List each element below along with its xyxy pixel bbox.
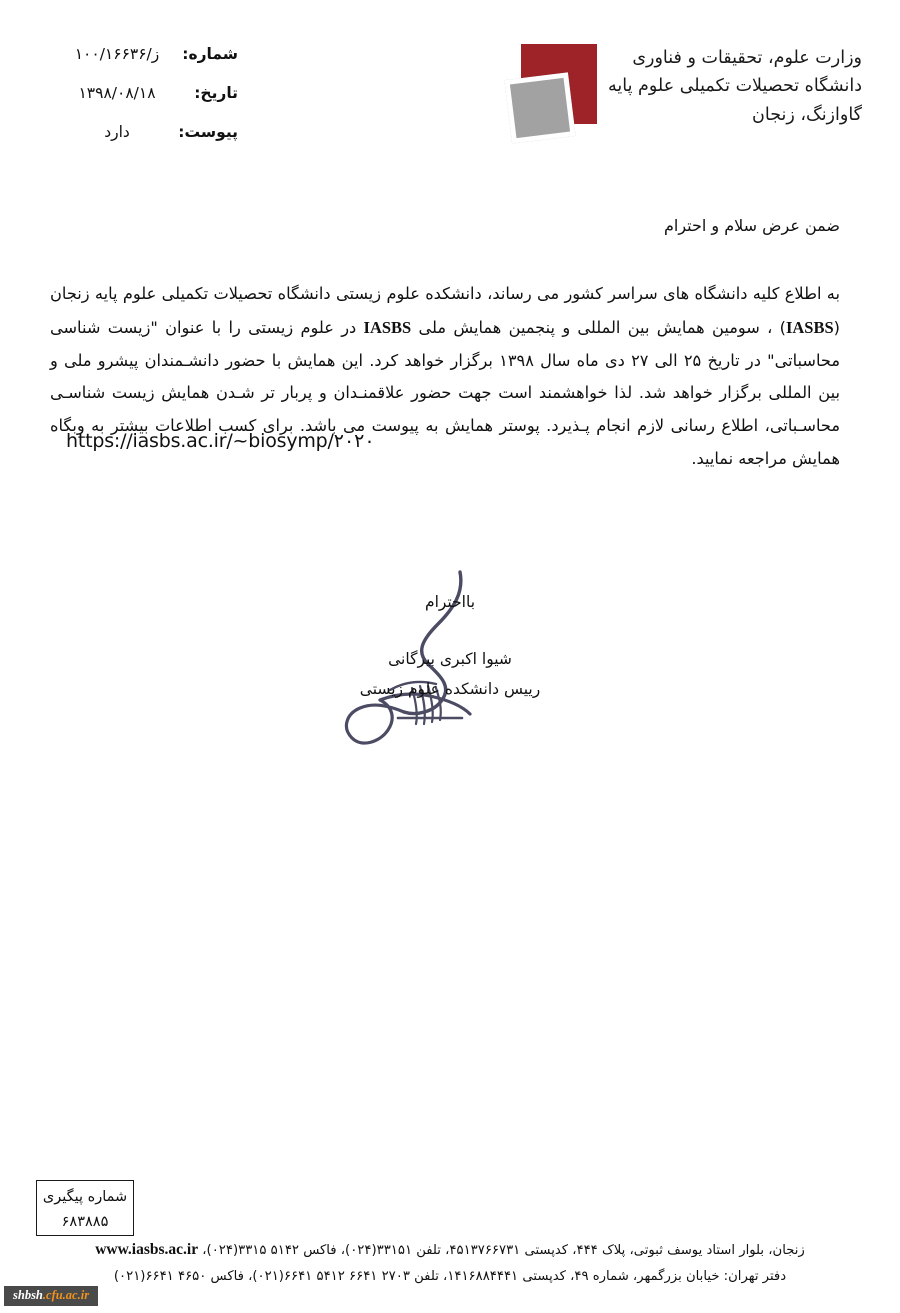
meta-row-attachment <box>58 125 238 143</box>
acronym-iasbs-1: IASBS <box>785 317 834 337</box>
letterhead-line-location: گاوازنگ، زنجان <box>752 104 862 125</box>
number-value: ز/۱۰۰/۱۶۶۳۶ <box>74 45 160 63</box>
footer-address-zanjan <box>0 1236 900 1265</box>
signature-name: شیوا اکبری بیرگانی <box>388 650 512 669</box>
letterhead-text <box>608 36 862 129</box>
signature-title: رییس دانشکده علوم زیستی <box>359 679 541 698</box>
letterhead <box>504 36 862 142</box>
meta-row-number <box>58 47 238 65</box>
tracking-number-box <box>36 1180 134 1236</box>
iasbs-logo-icon <box>504 36 596 142</box>
tracking-number-label: شماره پیگیری <box>42 1189 128 1205</box>
attachment-label: پیوست: <box>178 123 238 141</box>
letterhead-line-ministry: وزارت علوم، تحقیقات و فناوری <box>632 48 862 68</box>
symposium-url[interactable]: https://iasbs.ac.ir/~biosymp/۲۰۲۰ <box>66 430 375 452</box>
footer-address-zanjan-text: زنجان، بلوار استاد یوسف ثبوتی، پلاک ۴۴۴، کدپستی ۴۵۱۳۷۶۶۷۳۱، تلفن ۳۳۱۵۱(۰۲۴)، فاکس ۵۱۴۲ ۳۳۱۵(۰۲۴)، <box>198 1243 805 1258</box>
date-value: ۱۳۹۸/۰۸/۱۸ <box>78 84 156 102</box>
tracking-number-value: ۶۸۳۸۸۵ <box>61 1214 109 1231</box>
greeting-line: ضمن عرض سلام و احترام <box>663 216 840 235</box>
body-text-part-2: ) ، سومین همایش بین المللی و پنجمین همایش ملی <box>411 317 786 337</box>
letter-meta-block <box>58 47 238 164</box>
signature-block <box>320 588 580 704</box>
watermark-badge <box>4 1286 98 1306</box>
watermark-domain: .cfu.ac.ir <box>42 1288 90 1302</box>
signature-closing: بااحترام <box>424 593 476 611</box>
acronym-iasbs-2: IASBS <box>363 317 412 337</box>
body-text-part-1: به اطلاع کلیه دانشگاه های سراسر کشور می رساند، دانشکده علوم زیستی دانشگاه تحصیلات تکمیلی علوم پایه زنجان ( <box>50 284 840 337</box>
footer <box>0 1236 900 1289</box>
body-text-part-3: در علوم زیستی را با عنوان "زیست شناسی محاسباتی" در تاریخ ۲۵ الی ۲۷ دی ماه سال ۱۳۹۸ برگزار خواهد کرد. این همایش با حضور دانشـمندان پیشرو ملی و بین المللی برگزار خواهد شد. لذا خواهشمند است جهت حضور علاقمنـدان و پربار تر شـدن همایش زیست شناسـی محاسـباتی، اطلاع رسانی لازم انجام پـذیرد. پوستر همایش به پیوست می باشد. برای کسب اطلاعات بیشتر به وبگاه همایش مراجعه نمایید. <box>50 317 841 468</box>
footer-website-link[interactable]: www.iasbs.ac.ir <box>95 1241 199 1258</box>
date-label: تاریخ: <box>194 84 238 102</box>
letterhead-line-university: دانشگاه تحصیلات تکمیلی علوم پایه <box>608 76 862 97</box>
footer-address-tehran: دفتر تهران: خیابان بزرگمهر، شماره ۴۹، کدپستی ۱۴۱۶۸۸۴۴۴۱، تلفن ۲۷۰۳ ۶۶۴۱ ۵۴۱۲ ۶۶۴۱(۰۲۱)، فاکس ۴۶۵۰ ۶۶۴۱(۰۲۱) <box>113 1268 787 1284</box>
meta-row-date <box>58 86 238 104</box>
watermark-name: shbsh <box>13 1288 43 1302</box>
number-label: شماره: <box>182 45 238 63</box>
attachment-value: دارد <box>104 123 130 141</box>
logo-gray-square-icon <box>504 72 575 143</box>
